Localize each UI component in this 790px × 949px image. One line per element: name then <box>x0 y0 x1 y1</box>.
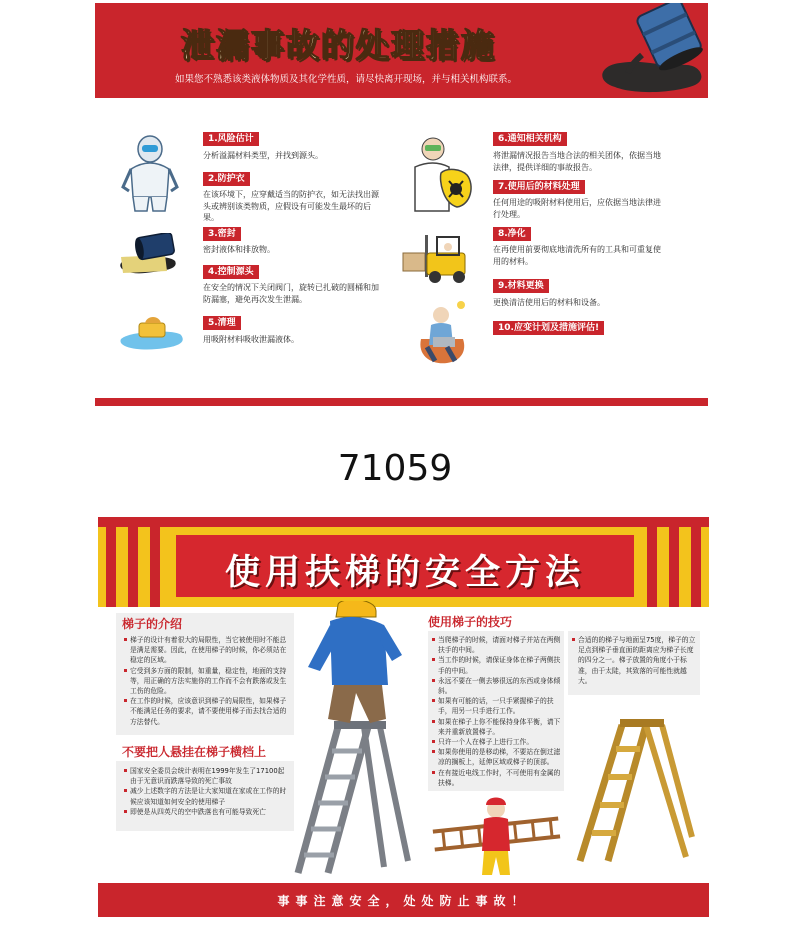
intro-panel <box>116 613 294 735</box>
list-item: 国家安全委员会统计表明在1999年发生了17100起由于无意识而跌落导致的死亡事故 <box>124 766 290 786</box>
spill-poster-header <box>95 3 708 98</box>
list-item: 当爬梯子的时候，请面对梯子并站在两侧扶手的中间。 <box>432 635 562 655</box>
step-7-text: 任何用途的吸附材料使用后，应依据当地法律进行处理。 <box>493 198 661 219</box>
ladder-poster-footer <box>98 883 709 917</box>
spill-poster-footer-bar <box>95 398 708 406</box>
list-item: 当工作的时候，请保证身体在梯子两侧扶手的中间。 <box>432 655 562 675</box>
step-2-text: 在该环境下，应穿戴适当的防护衣，如无法找出源头或辨别该类物质，应假设有可能发生最坏的后果。 <box>203 190 379 222</box>
intro-list <box>124 635 290 727</box>
list-item: 永远不要在一侧去够很远的东西或身体倾斜。 <box>432 676 562 696</box>
list-item: 在有接近电线工作时，不可使用有金属的扶梯。 <box>432 768 562 788</box>
man-on-ladder-illustration <box>294 601 422 883</box>
hang-panel <box>116 761 294 831</box>
oil-drum-icon <box>115 233 187 277</box>
step-3-text: 密封液体和排放物。 <box>203 245 275 254</box>
list-item: 如果你使用的是移动梯，不要站在倒过滤凉的搁板上，延伸区域或梯子的顶部。 <box>432 747 562 767</box>
step-8-label: 8.净化 <box>493 227 531 241</box>
header-stripe <box>669 527 679 607</box>
spill-poster-subtitle: 如果您不熟悉该类液体物质及其化学性质，请尽快离开现场，并与相关机构联系。 <box>175 74 518 85</box>
step-5-text: 用吸附材料吸收泄漏液体。 <box>203 335 299 344</box>
list-item: 合适的的梯子与地面呈75度，梯子的立足点到梯子垂直面的距离应为梯子长度的四分之一。梯子放置的角度小于标准，由于太陡，其致落的可能性就越大。 <box>572 635 698 686</box>
wooden-ladder-illustration <box>568 717 698 867</box>
product-code: 71059 <box>337 448 453 489</box>
person-with-laptop-icon <box>413 299 475 367</box>
header-stripe <box>150 527 160 607</box>
step-9-label: 9.材料更换 <box>493 279 549 293</box>
ladder-poster-top-bar <box>98 517 709 527</box>
spilled-barrel-icon <box>590 3 708 98</box>
spill-poster-title: 泄漏事故的处理措施 <box>181 26 496 65</box>
step-6-text: 将泄漏情况报告当地合法的相关团体，依据当地法律，提供详细的事故报告。 <box>493 151 661 172</box>
step-9-text: 更换清洁使用后的材料和设备。 <box>493 298 605 307</box>
toxic-waste-worker-icon <box>405 133 477 215</box>
tips-list <box>432 635 562 788</box>
hang-title: 不要把人悬挂在梯子横档上 <box>122 745 267 759</box>
angle-list <box>572 635 698 686</box>
cleanup-sponge-icon <box>117 313 187 351</box>
header-stripe <box>691 527 701 607</box>
ladder-poster-title-box <box>176 535 634 597</box>
header-stripe <box>128 527 138 607</box>
step-8-text: 在再使用前要彻底地清洗所有的工具和可重复使用的材料。 <box>493 245 661 266</box>
step-1-text: 分析溢漏材料类型，并找到源头。 <box>203 151 323 160</box>
list-item: 减少上述数字的方法是让大家知道在家或在工作的时候应该知道如何安全的使用梯子 <box>124 786 290 806</box>
ladder-poster <box>98 517 709 917</box>
list-item: 它受到多方面的限制，如重量，稳定性，地面的支持等，用正确的方法实施你的工作而不会有跌落或发生工伤的危险。 <box>124 666 290 697</box>
tips-title: 使用梯子的技巧 <box>428 615 513 629</box>
hang-list <box>124 766 290 817</box>
spill-poster <box>95 3 708 406</box>
safety-slogan: 事事注意安全，处处防止事故！ <box>277 894 530 908</box>
list-item: 在工作的时候，应该意识到梯子的局限性，如果梯子不能满足任务的要求，请不要使用梯子而去找合适的方法替代。 <box>124 696 290 727</box>
list-item: 只许一个人在梯子上进行工作。 <box>432 737 562 747</box>
worker-carrying-ladder-illustration <box>432 795 562 881</box>
forklift-icon <box>401 231 475 285</box>
step-4-label: 4.控制源头 <box>203 265 259 279</box>
ladder-poster-title: 使用扶梯的安全方法 <box>224 553 585 593</box>
step-6-label: 6.通知相关机构 <box>493 132 567 146</box>
list-item: 即使是从四英尺的空中跌落也有可能导致死亡 <box>124 807 290 817</box>
header-stripe <box>647 527 657 607</box>
intro-title: 梯子的介绍 <box>122 617 183 631</box>
hazmat-suit-icon <box>117 133 183 213</box>
step-7-label: 7.使用后的材料处理 <box>493 180 585 194</box>
list-item: 梯子的设计有着很大的局限性，当它被使用时不能总是满足需要。因此，在使用梯子的时候，你必须站在稳定的区域。 <box>124 635 290 666</box>
list-item: 如果有可能的话，一只手紧握梯子的扶手，用另一只手进行工作。 <box>432 696 562 716</box>
tips-panel <box>428 631 564 791</box>
step-5-label: 5.清理 <box>203 316 241 330</box>
angle-panel <box>568 631 700 695</box>
step-10-label: 10.应变计划及措施评估! <box>493 321 604 335</box>
list-item: 如果在梯子上你不能保持身体平衡，请下来并重新放置梯子。 <box>432 717 562 737</box>
header-stripe <box>106 527 116 607</box>
step-3-label: 3.密封 <box>203 227 241 241</box>
step-2-label: 2.防护衣 <box>203 172 250 186</box>
step-4-text: 在安全的情况下关闭阀门，旋转已扎破的圆桶和加防漏塞，避免再次发生泄漏。 <box>203 283 379 304</box>
step-1-label: 1.风险估计 <box>203 132 259 146</box>
